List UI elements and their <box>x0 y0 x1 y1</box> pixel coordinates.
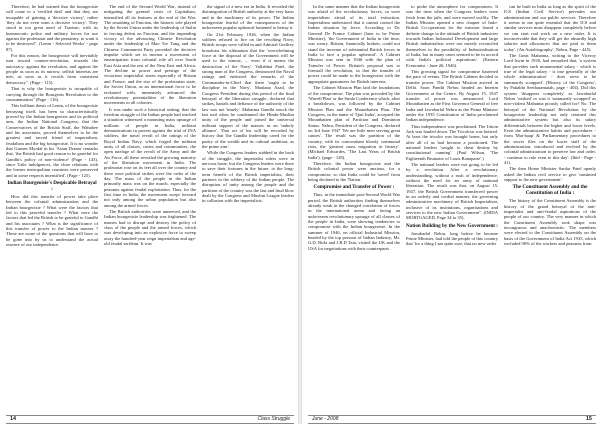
left-column-3 <box>202 4 294 412</box>
paragraph: Thus independence was proclaimed. The Union Jack was hauled down. The Tricolour was hoisted. At least the tricolor was brought home, but only after all of us had become a positioned. The national leaders 'sought to cheat destiny by constitutional cunning'. (Paul Wilson, 'The Eighteenth Brumaire of Louis Bonaparte'.) <box>406 123 498 161</box>
left-column-2 <box>104 4 196 412</box>
right-footer-title: June - 2008 <box>312 416 339 422</box>
paragraph: the signal of a new era in India. It revealed the disintegration of British authority at the very basis and in the machinery of its power. The Indian bourgeoisie fearful of the consequences of the unforeseen popular upheaval hastened to betray it. <box>202 4 294 31</box>
section-heading: Compromise and Transfer of Power : <box>313 184 395 191</box>
paragraph: The end of the Second World War, instead of mitigating the general crisis of Capitalism, intensified all its features at the end of the War. The smashing of Fascism, the historic role played by the Soviet Union under the leadership of Stalin in forcing defeat on Fascism, and the impending victory of the advancing Chinese Revolution under the leadership of Mao Tse Tung and the Chinese Communist Party provided the decisive impulse which set in motion a movement of emancipation from colonial rule all over South East Asia and the rest of the Near East and Africa. The decline in power and prestige of the victorious imperialist states especially of Britain and France, and the rise of the proletarian state, the Soviet Union, as an international force to be reckoned with, immensely advanced the revolutionary potentialities of the liberation movements in all colonies. <box>104 4 196 106</box>
right-column-3 <box>504 4 596 412</box>
section-heading: Nation Building by the New Government : <box>406 222 498 229</box>
left-page <box>0 0 298 424</box>
paragraph: Jawaharlal Nehru, long before he became Prime Minister, had told the people of this country that 'for a thing I am quite sure, that no new order <box>406 230 498 247</box>
right-page <box>302 0 600 424</box>
paragraph: Therefore, he had warned that the bourgeoisie will come to a 'verified deal' and that they are incapable of gaining a 'decisive victory', rather 'they do not even want a decisive victory'. They stood in too great need of Tsarism, with its bureaucratic police and military forces for use against the proletariat and the peasantry, to want it to be destroyed". (Lenin - Selected Works' - page 87). <box>6 4 98 52</box>
paragraph: This brilliant thesis of Lenin, of the bourgeoisie betraying itself, has been so characteristically proved by the Indian bourgeoisie and its political arm, the Indian National Congress; that the Conservatives of the British Staff, the Wahabee and his associates, proved themselves to be the greatest and sacred friend of imperialism, feudalism and the big bourgeoisie. It is no wonder that Gurnee Myrdal in his 'Asian Drama' remarks that, 'the British had good reason to be grateful for Gandhi's policy of non-violence' (Page - 143), since 'little indulgences, the close relations with the former metropolitan countries were preserved and in some respects intensified'. (Page - 125). <box>6 103 98 178</box>
paragraph: That is why the bourgeoisie is incapable of carrying through the Bourgeois Revolution to the consummation" (Page - 116). <box>6 86 98 102</box>
paragraph: The history of the Constituent Assembly is the history of the grand betrayal of the anti-imperialist and anti-feudal aspirations of the people of our country. The very manner in which the Constituent Assembly took shape was incongruous and anachronistic. The members were elected to the Constituent Assembly on the basis of the Government of India Act 1935, which excluded 90% of the workers and peasants from <box>504 198 596 247</box>
left-column-1 <box>6 4 98 412</box>
section-heading: The Constituent Assembly and the Constitution of India : <box>512 184 588 197</box>
right-page-footer <box>308 414 596 424</box>
paragraph: It was under such a historical setting, that the freedom struggle of the Indian people had reached a situation witnessed a mounting mass upsurge of millions of people in India, militant demonstrations in protest against the trial of INA soldiers, the naval revolt of the ratings of the Royal Indian Navy, which forged the militant unity of all classes, castes and communities, the open tutelage of the revolt of the Army and the Air Force, all these revealed the growing maturity of the liberation movement in India. The proletariat rose on its feet all over the country and there were political strikes were the order of the day. The mass of the people in the Indian primarily mass was on the march, especially the peasants against feudal exploitation. Thus, for the first time in India, the movement swept forward not only among the urban population but also among the armed forces. <box>104 106 196 208</box>
section-heading: Indian Bourgeoisie's Despicable Betrayal : <box>7 180 97 192</box>
paragraph: The Great Mahatma, writing to the Viceroy Lord Irwin in 1930, had remarked that, 'a system that provides such monumental salary - which is true of the legal salary - is true generally of the whole administration' - does serve to be summarily scrapped'. (History of the Congress', by Pattabhi Seetharamaiah, page - 404). Did this system 'disappear completely' as Jawaharlal Nehru 'wished' or was it 'summarily scrapped' as non-violent Mahatma piously called for? No. The betrayal of the National Revolution by the bourgeoisie leadership not only retained this administrative system but also its salary differentials between the higher and lower levels. Even the administrative habits and procedures - from 'Mai-baap' & 'Parliamentary procedures to the secret files on the lower staff of the administration, introduced and evolved by the colonial administration to preserve law and order, - continue to rule even to this day'. (Ibid - Page - 41). <box>504 53 596 165</box>
paragraph: While the Congress leaders stabbed in the back of the struggle, the imperialist rulers were in nervous haste, but the Congress leaders were there to save their fortunes in the future, to the long-term benefit of the British imperialists, their partners in the robbery of the Indian people. The disruption of unity among the people and the partition of the country was the last and final blow dealt by the Congress and Muslim League leaders in collusion with the imperialists. <box>202 150 294 204</box>
left-page-number: 14 <box>10 416 17 422</box>
left-page-footer <box>6 414 294 424</box>
paragraph: to probe the atmosphere for compromises. It was the time when the Congress leaders were fresh from the jails, and were moved swiftly. The Indian Mission opened a new chapter of Indo-British Co-operation for the mission found a definite change in the attitude of British industries towards Indian Industrial Development and large British industrialists were not merely reconciled themselves to the possibility of Industrialisation of India, but in many cases seemed to be in accord with India's political aspirations'. (Eastern Economist - June 26, 1946). <box>406 4 498 68</box>
right-column-2 <box>406 4 498 412</box>
paragraph: On 21st February 1946, when the Indian soldiers refused to fire on the revolting Navy, British troops were called in and Admiral Godfrey broadcast his ultimatum that the 'overwhelming force at the disposal of the Government will be used to the utmost, ... even if it means the destruction of the Navy'. Vallabhai Patel, the strong man of the Congress, denounced the Naval ratings and endorsed the remarks of the Commander-in-Chief that there 'ought to be discipline in the Navy'. Maulana Azad, the Congress President during this period of the final betrayal of the liberation struggle, declared that strikes, hartals and defiance of the authority of the law was not 'timely'. Mahatma Gandhi struck the last nail when he condemned the Hindu-Muslim unity of the people and joined the universal militant support of the masses as an 'unholy alliance'. That act of his will be recorded by history that 'the Gandhi leadership cared for the purity of the wealth and its cultural ambition, as the prime aim.' <box>202 31 294 149</box>
paragraph: The then Home Minister Sardar Patel openly asked the Indian civil service to give 'unstinted support to the new government'. <box>504 166 596 182</box>
paragraph: The national leaders were not going to be led by a revolution. After a revolutionary understanding, without a rush of independence, without the need for an army of national liberation. The result was that, on August 15, 1947, the British Government transferred power in an orderly and cordial manner, the governing administrative machinery of British Imperialism, inclusive of its institutions, organisations and services to the new Indian Government". (INDIA MORTGAGED, Page 34 to 35). <box>406 161 498 221</box>
paragraph: This growing signal for compromise hastened the pace of events. The British Cabinet decided to transfer power. The Cabinet Mission arrived in Delhi. Soon Pandit Nehru headed an Interim Government at the Centre. By August 15, 1947 transfer of power was announced. Lord Mountbatten as the First Governor General of free India and Jawaharlal Nehru as the Prime Minister under the 1935 Constitution of India proclaimed Indian independence. <box>406 69 498 123</box>
paragraph: Thus, in the immediate post-Second World War period, the British authorities finding themselves already weak in the changed correlation of forces in the international arena and facing an unforeseen revolutionary upsurge of all classes of the people in India, were showing tendencies to compromise with the Indian bourgeoisie. In the summer of 1946, on official Industrial Mission, headed by the top persons of Indian Industry, Mr. G.D. Birla and J.R.D Tata, visited the UK and the USA for negotiations with their counterparts. <box>308 192 400 251</box>
right-page-number: 15 <box>585 416 592 422</box>
right-page-columns <box>308 4 596 412</box>
paragraph: can be built in India as long as the spirit of the ICS (Indian Civil Service) pervades our administration and our public services. Therefore it seems to me quite essential that the ICS and similar services must disappear completely before we can start real work on a new order. It is inconceivable that they will get the absurdly high salaries and allowances that are paid to them today'. (An Autobiography', Nehru, Page - 445). <box>504 4 596 52</box>
paragraph: The Cabinet Mission Plan laid the foundations of the compromise. The plan was preceded by the 'Wavell Plan' or the Simla Conference which, after a breakdown, was followed by the Cabinet Mission Plan and the Mountbatten Plan. The Congress, in the name of 'Quit India', accepted the Mountbatten plan of Partition and Dominion Status. Nehru, President of the Congress, declared on 3rd June 1947 'We are little men serving great causes'. The result was the partition of the country, with its concomitant bloody communal riots, the 'greatest mass migration in history'. (Michael Edwardes, 'The Last Years of British India'). (page - 128). <box>308 85 400 160</box>
left-page-columns <box>6 4 294 412</box>
paragraph: Therefore, the Indian bourgeoisie and the British colonial power were anxious, for a compromise, so that India could be 'saved' from being declared to the 'Nation. <box>308 160 400 182</box>
paragraph: How did this transfer of power take place between the colonial administration and the Indian bourgeoisie ? What were the factors that led to this peaceful transfer ? What were the factors that led the British to be grateful to Gandhi and his associates ? What is the significance of this transfer of power to the Indian masses ? These are some of the questions that will have to be gone into by us to understand the actual essence of our independence. <box>6 194 98 248</box>
paragraph: In the same manner that the Indian bourgeoisie was afraid of the revolutionary forces, so were imperialism afraid of its total extinction. Imperialism understood that it cannot control the Indian situation by force. According to Dr. General De France Cabinet (later to be Prime Minister), 'the Government of India in the time, was weary. Britain, financially broken, could not stand the increase of substantial British forces in India to face a popular upheaval'. A Cabinet Mission was sent in 1946 with the plan of Transfer of Power. Britain's proposal was to forestall the revolution, so that the transfer of power could be made to the bourgeoisie with the appropriate guarantees for British interests. <box>308 4 400 84</box>
left-footer-title: Class Struggle <box>257 416 290 422</box>
right-column-1 <box>308 4 400 412</box>
paragraph: For this reason, the bourgeoisie will inevitably turn toward counter-revolution, towards the autocracy, against the revolution, and against the people as soon as its narrow, selfish interests are met, as soon as it recoils from consistent democracy". (Page - 115). <box>6 53 98 85</box>
paragraph: The British authorities were unnerved, and the Indian bourgeoisie leadership was frightened. The masses had to disrupt and destroy the policy of class of the people and the armed forces, which was developing into an explosive force to sweep away the hundred-year reign imperialism and age-old feudal serfdom. It was <box>104 209 196 247</box>
